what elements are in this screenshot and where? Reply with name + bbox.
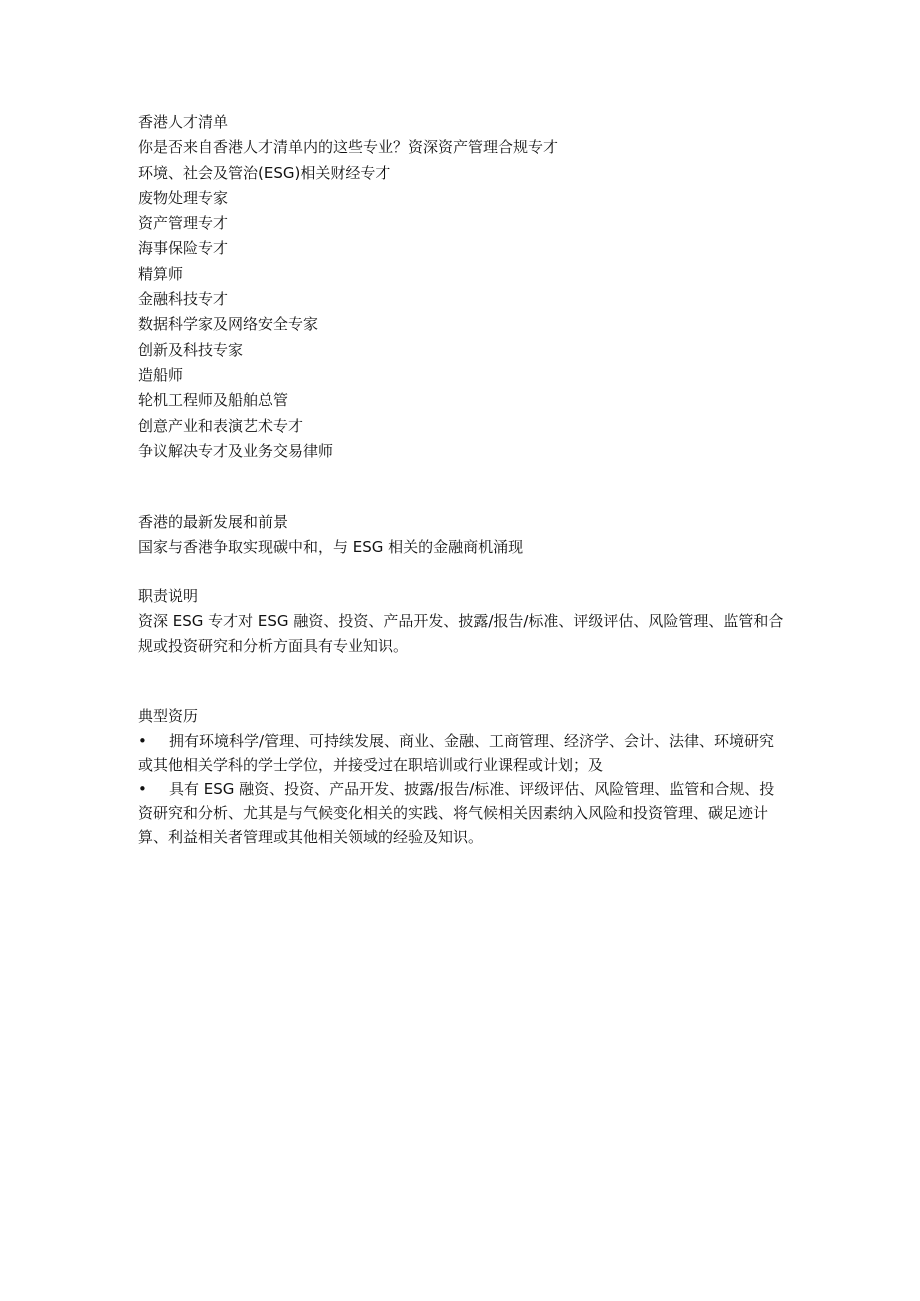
list-item: 海事保险专才 [138, 239, 229, 258]
list-item: 创新及科技专家 [138, 340, 244, 359]
talent-list [138, 161, 788, 465]
list-item: 废物处理专家 [138, 188, 229, 207]
development-heading: 香港的最新发展和前景 [138, 513, 289, 532]
list-item: 精算师 [138, 264, 184, 283]
list-item: 争议解决专才及业务交易律师 [138, 441, 334, 460]
list-item: 数据科学家及网络安全专家 [138, 315, 319, 334]
qualification-item [138, 729, 788, 777]
list-item: 资产管理专才 [138, 214, 229, 233]
document-page [138, 110, 788, 849]
list-item: 造船师 [138, 365, 184, 384]
duties-heading: 职责说明 [138, 586, 199, 605]
qualification-text: 拥有环境科学/管理、可持续发展、商业、金融、工商管理、经济学、会计、法律、环境研究或其他相关学科的学士学位，并接受过在职培训或行业课程或计划；及 [138, 732, 775, 775]
qualifications-heading: 典型资历 [138, 707, 199, 726]
qualification-text: 具有 ESG 融资、投资、产品开发、披露/报告/标准、评级评估、风险管理、监管和合规、投资研究和分析、尤其是与气候变化相关的实践、将气候相关因素纳入风险和投资管理、碳足迹计算、利益相关者管理或其他相关领域的经验及知识。 [138, 780, 775, 847]
list-item: 轮机工程师及船舶总管 [138, 391, 289, 410]
bullet-icon: • [138, 732, 147, 751]
duties-text: 资深 ESG 专才对 ESG 融资、投资、产品开发、披露/报告/标准、评级评估、风险管理、监管和合规或投资研究和分析方面具有专业知识。 [138, 612, 784, 656]
talent-list-heading: 香港人才清单 [138, 113, 229, 131]
qualifications-list [138, 729, 788, 849]
qualification-item [138, 777, 788, 849]
list-item: 金融科技专才 [138, 290, 229, 309]
talent-list-intro: 你是否来自香港人才清单内的这些专业？资深资产管理合规专才 [138, 138, 559, 157]
list-item: 创意产业和表演艺术专才 [138, 416, 304, 435]
bullet-icon: • [138, 780, 147, 799]
list-item: 环境、社会及管治(ESG)相关财经专才 [138, 163, 391, 182]
development-text: 国家与香港争取实现碳中和，与 ESG 相关的金融商机涌现 [138, 538, 524, 557]
